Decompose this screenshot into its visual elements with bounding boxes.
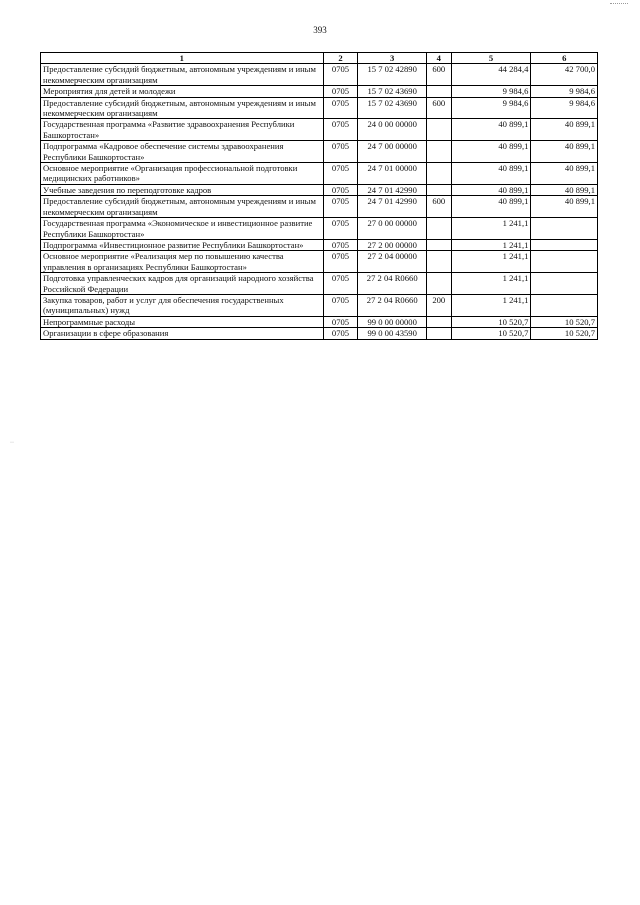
- cell-target-article: 24 7 01 00000: [358, 163, 427, 185]
- cell-target-article: 27 2 04 R0660: [358, 273, 427, 295]
- cell-amount-year-2: [531, 273, 598, 295]
- cell-expense-type: [427, 141, 452, 163]
- column-header-expense-type: 4: [427, 53, 452, 64]
- table-row: [41, 119, 598, 141]
- cell-amount-year-2: [531, 251, 598, 273]
- cell-amount-year-2: 40 899,1: [531, 184, 598, 195]
- table-row: [41, 251, 598, 273]
- cell-amount-year-1: 9 984,6: [451, 86, 531, 97]
- cell-section: 0705: [323, 251, 358, 273]
- cell-target-article: 27 2 04 R0660: [358, 294, 427, 316]
- table-row: [41, 196, 598, 218]
- cell-amount-year-1: 10 520,7: [451, 328, 531, 339]
- table-row: [41, 316, 598, 327]
- cell-target-article: 15 7 02 42890: [358, 64, 427, 86]
- cell-amount-year-2: 40 899,1: [531, 141, 598, 163]
- cell-target-article: 99 0 00 00000: [358, 316, 427, 327]
- table-row: [41, 328, 598, 339]
- cell-name: Подпрограмма «Инвестиционное развитие Республики Башкортостан»: [41, 239, 324, 250]
- table-row: [41, 64, 598, 86]
- cell-name: Организации в сфере образования: [41, 328, 324, 339]
- cell-amount-year-1: 40 899,1: [451, 163, 531, 185]
- cell-amount-year-2: 9 984,6: [531, 97, 598, 119]
- cell-expense-type: 600: [427, 97, 452, 119]
- cell-expense-type: [427, 218, 452, 240]
- cell-section: 0705: [323, 64, 358, 86]
- page-number: 393: [313, 25, 327, 35]
- budget-table: [40, 52, 598, 340]
- cell-amount-year-1: 9 984,6: [451, 97, 531, 119]
- cell-target-article: 24 7 01 42990: [358, 184, 427, 195]
- column-header-amount-year-1: 5: [451, 53, 531, 64]
- cell-expense-type: [427, 163, 452, 185]
- cell-target-article: 27 0 00 00000: [358, 218, 427, 240]
- table-row: [41, 163, 598, 185]
- corner-scan-mark: [610, 3, 628, 4]
- cell-expense-type: 600: [427, 196, 452, 218]
- cell-amount-year-1: 1 241,1: [451, 294, 531, 316]
- cell-expense-type: [427, 184, 452, 195]
- cell-name: Учебные заведения по переподготовке кадров: [41, 184, 324, 195]
- table-header-row: [41, 53, 598, 64]
- cell-amount-year-2: 40 899,1: [531, 163, 598, 185]
- cell-amount-year-1: 1 241,1: [451, 251, 531, 273]
- cell-amount-year-1: 40 899,1: [451, 196, 531, 218]
- cell-target-article: 24 7 01 42990: [358, 196, 427, 218]
- table-body: [41, 64, 598, 339]
- cell-section: 0705: [323, 196, 358, 218]
- cell-section: 0705: [323, 218, 358, 240]
- cell-name: Основное мероприятие «Организация профессиональной подготовки медицинских работников»: [41, 163, 324, 185]
- cell-expense-type: [427, 273, 452, 295]
- table-row: [41, 273, 598, 295]
- cell-target-article: 15 7 02 43690: [358, 86, 427, 97]
- cell-amount-year-1: 40 899,1: [451, 119, 531, 141]
- cell-section: 0705: [323, 86, 358, 97]
- table-row: [41, 239, 598, 250]
- cell-name: Предоставление субсидий бюджетным, автономным учреждениям и иным некоммерческим организациям: [41, 64, 324, 86]
- cell-amount-year-2: 40 899,1: [531, 196, 598, 218]
- table-row: [41, 184, 598, 195]
- cell-expense-type: [427, 328, 452, 339]
- margin-dot: ··: [10, 440, 14, 446]
- cell-name: Государственная программа «Развитие здравоохранения Республики Башкортостан»: [41, 119, 324, 141]
- cell-section: 0705: [323, 273, 358, 295]
- cell-name: Мероприятия для детей и молодежи: [41, 86, 324, 97]
- cell-amount-year-1: 1 241,1: [451, 239, 531, 250]
- cell-name: Предоставление субсидий бюджетным, автономным учреждениям и иным некоммерческим организациям: [41, 196, 324, 218]
- column-header-section: 2: [323, 53, 358, 64]
- table-row: [41, 294, 598, 316]
- cell-name: Непрограммные расходы: [41, 316, 324, 327]
- cell-name: Государственная программа «Экономическое и инвестиционное развитие Республики Башкортостан»: [41, 218, 324, 240]
- table-row: [41, 141, 598, 163]
- cell-amount-year-2: [531, 218, 598, 240]
- cell-section: 0705: [323, 316, 358, 327]
- cell-name: Подпрограмма «Кадровое обеспечение системы здравоохранения Республики Башкортостан»: [41, 141, 324, 163]
- cell-expense-type: 200: [427, 294, 452, 316]
- cell-target-article: 27 2 04 00000: [358, 251, 427, 273]
- cell-amount-year-2: 9 984,6: [531, 86, 598, 97]
- cell-expense-type: [427, 316, 452, 327]
- column-header-target-article: 3: [358, 53, 427, 64]
- cell-amount-year-2: [531, 294, 598, 316]
- cell-amount-year-1: 1 241,1: [451, 273, 531, 295]
- cell-name: Основное мероприятие «Реализация мер по повышению качества управления в организациях Республики Башкортостан»: [41, 251, 324, 273]
- cell-section: 0705: [323, 328, 358, 339]
- cell-target-article: 24 7 00 00000: [358, 141, 427, 163]
- cell-expense-type: [427, 239, 452, 250]
- cell-amount-year-2: [531, 239, 598, 250]
- cell-section: 0705: [323, 163, 358, 185]
- cell-amount-year-2: 10 520,7: [531, 328, 598, 339]
- cell-amount-year-1: 40 899,1: [451, 184, 531, 195]
- cell-section: 0705: [323, 184, 358, 195]
- cell-name: Предоставление субсидий бюджетным, автономным учреждениям и иным некоммерческим организациям: [41, 97, 324, 119]
- cell-target-article: 99 0 00 43590: [358, 328, 427, 339]
- cell-amount-year-1: 1 241,1: [451, 218, 531, 240]
- table-row: [41, 218, 598, 240]
- cell-target-article: 27 2 00 00000: [358, 239, 427, 250]
- cell-expense-type: [427, 86, 452, 97]
- cell-section: 0705: [323, 97, 358, 119]
- cell-section: 0705: [323, 119, 358, 141]
- cell-section: 0705: [323, 294, 358, 316]
- column-header-name: 1: [41, 53, 324, 64]
- table-row: [41, 97, 598, 119]
- cell-section: 0705: [323, 239, 358, 250]
- cell-target-article: 15 7 02 43690: [358, 97, 427, 119]
- cell-expense-type: [427, 251, 452, 273]
- cell-name: Подготовка управленческих кадров для организаций народного хозяйства Российской Федерации: [41, 273, 324, 295]
- cell-amount-year-2: 42 700,0: [531, 64, 598, 86]
- cell-expense-type: [427, 119, 452, 141]
- cell-amount-year-1: 44 284,4: [451, 64, 531, 86]
- cell-amount-year-2: 40 899,1: [531, 119, 598, 141]
- cell-amount-year-1: 40 899,1: [451, 141, 531, 163]
- cell-target-article: 24 0 00 00000: [358, 119, 427, 141]
- cell-amount-year-2: 10 520,7: [531, 316, 598, 327]
- cell-amount-year-1: 10 520,7: [451, 316, 531, 327]
- cell-name: Закупка товаров, работ и услуг для обеспечения государственных (муниципальных) нужд: [41, 294, 324, 316]
- cell-expense-type: 600: [427, 64, 452, 86]
- column-header-amount-year-2: 6: [531, 53, 598, 64]
- table-row: [41, 86, 598, 97]
- cell-section: 0705: [323, 141, 358, 163]
